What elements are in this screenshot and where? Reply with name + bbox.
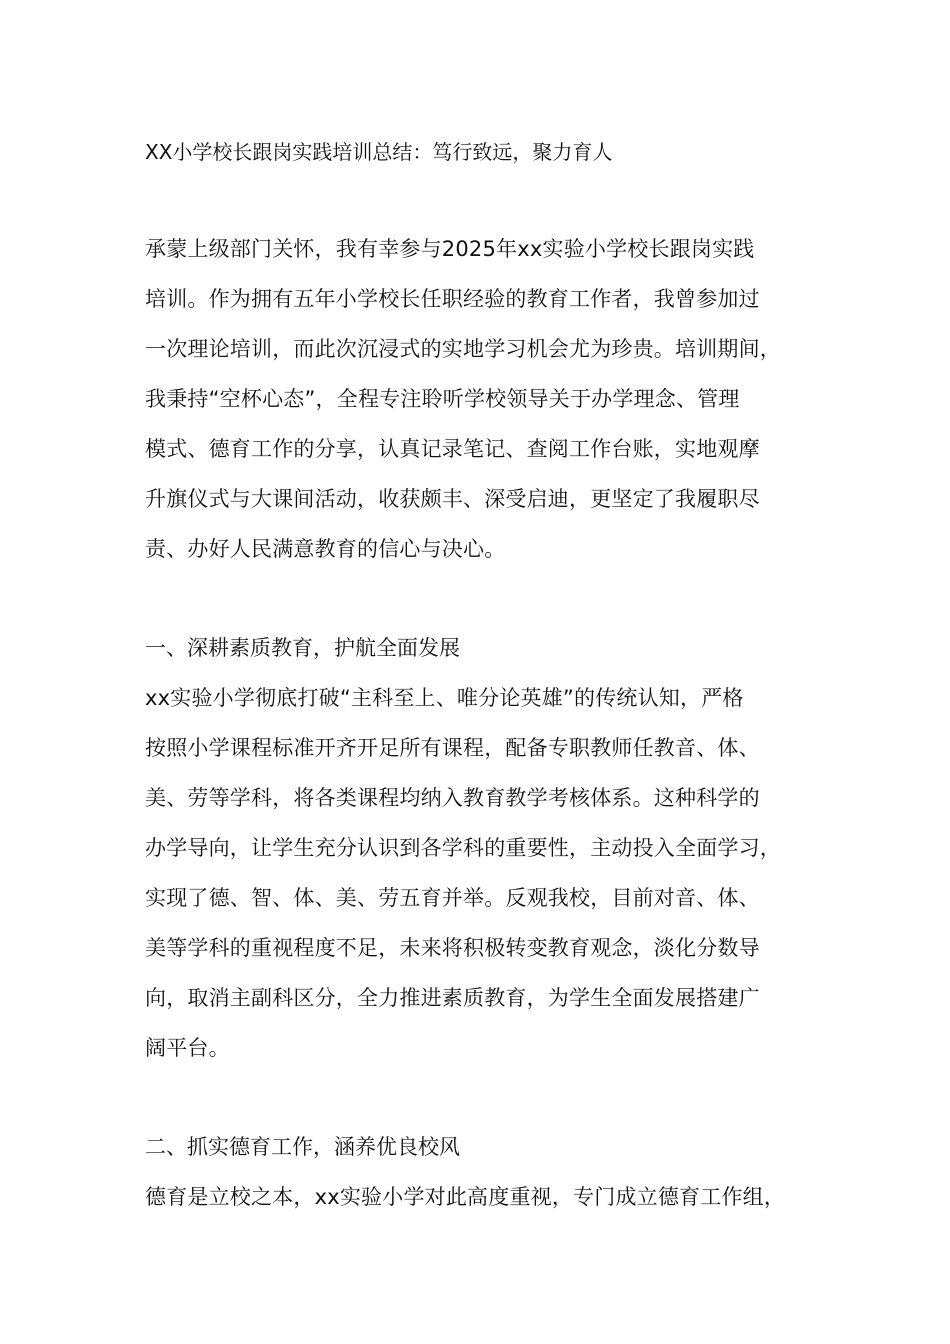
document-title: XX小学校长跟岗实践培训总结：笃行致远，聚力育人 xyxy=(145,140,613,164)
text-line: 模式、德育工作的分享，认真记录笔记、查阅工作台账，实地观摩 xyxy=(145,437,760,461)
text-line: 向，取消主副科区分，全力推进素质教育，为学生全面发展搭建广 xyxy=(145,986,760,1010)
text-line: 我秉持“空杯心态”，全程专注聆听学校领导关于办学理念、管理 xyxy=(145,387,740,411)
section-heading-2: 二、抓实德育工作，涵养优良校风 xyxy=(145,1135,460,1159)
text-line: 阔平台。 xyxy=(145,1036,230,1060)
text-line: 美、劳等学科，将各类课程均纳入教育教学考核体系。这种科学的 xyxy=(145,786,760,810)
section-heading-1: 一、深耕素质教育，护航全面发展 xyxy=(145,636,460,660)
text-line: 一次理论培训，而此次沉浸式的实地学习机会尤为珍贵。培训期间， xyxy=(145,337,781,361)
text-line: xx实验小学彻底打破“主科至上、唯分论英雄”的传统认知，严格 xyxy=(145,686,744,710)
section-paragraph-1 xyxy=(145,673,781,1073)
text-line: 美等学科的重视程度不足，未来将积极转变教育观念，淡化分数导 xyxy=(145,936,760,960)
text-line: 德育是立校之本，xx实验小学对此高度重视，专门成立德育工作组， xyxy=(145,1185,786,1209)
text-line: 按照小学课程标准开齐开足所有课程，配备专职教师任教音、体、 xyxy=(145,736,760,760)
text-line: 培训。作为拥有五年小学校长任职经验的教育工作者，我曾参加过 xyxy=(145,287,760,311)
text-line: 责、办好人民满意教育的信心与决心。 xyxy=(145,537,506,561)
text-line: 升旗仪式与大课间活动，收获颇丰、深受启迪，更坚定了我履职尽 xyxy=(145,487,760,511)
text-line: 办学导向，让学生充分认识到各学科的重要性，主动投入全面学习， xyxy=(145,836,781,860)
intro-paragraph xyxy=(145,224,781,574)
text-line: 实现了德、智、体、美、劳五育并举。反观我校，目前对音、体、 xyxy=(145,886,760,910)
section-paragraph-2 xyxy=(145,1172,785,1222)
text-line: 承蒙上级部门关怀，我有幸参与2025年xx实验小学校长跟岗实践 xyxy=(145,237,755,261)
